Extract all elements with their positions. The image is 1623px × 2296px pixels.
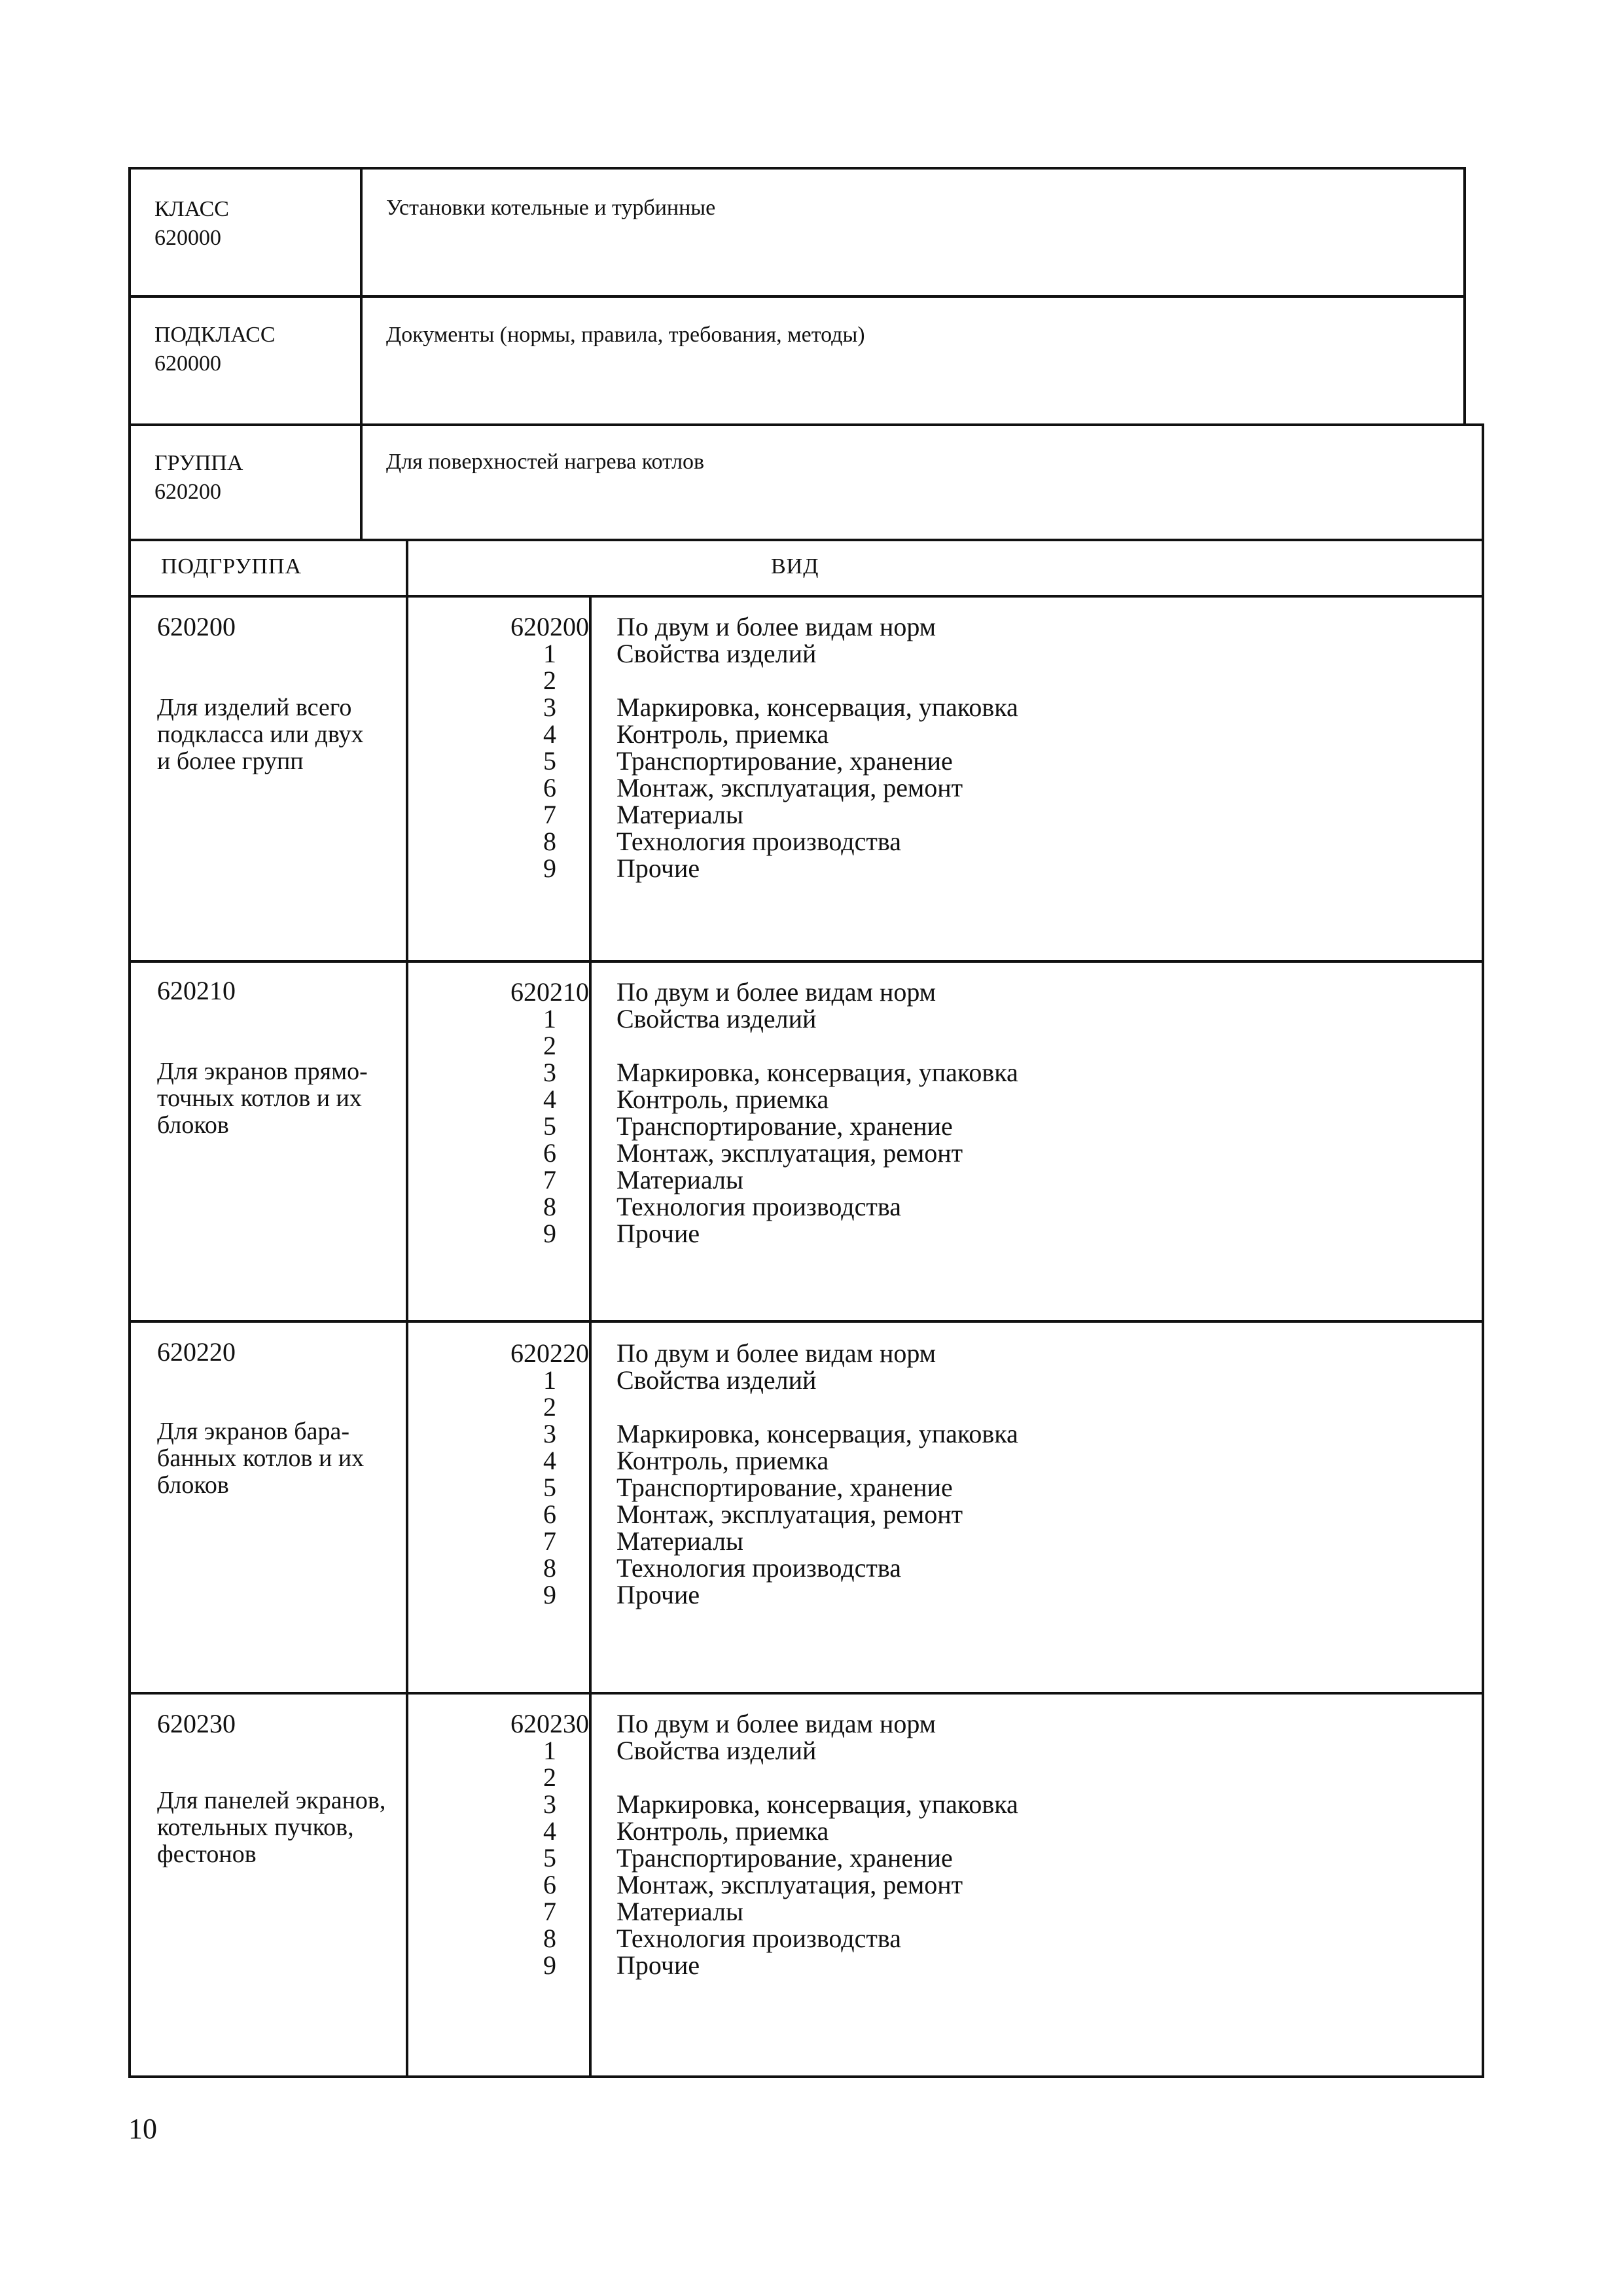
kind-code: 8 <box>543 1192 556 1221</box>
group-title: Для поверхностей нагрева котлов <box>386 450 705 474</box>
subgroup-code: 620200 <box>157 612 236 641</box>
subgroup-code: 620220 <box>157 1337 236 1367</box>
kind-code: 3 <box>543 1058 556 1087</box>
kind-code: 7 <box>543 800 556 829</box>
kind-code: 7 <box>543 1897 556 1926</box>
class-code: 620000 <box>154 226 221 250</box>
kind-name: Технология производства <box>616 1924 901 1953</box>
kind-name: Свойства изделий <box>616 639 817 668</box>
kind-code: 620210 <box>510 977 589 1007</box>
kind-name: Контроль, приемка <box>616 1816 829 1846</box>
class-label: КЛАСС <box>154 197 229 221</box>
kind-code: 9 <box>543 1950 556 1980</box>
kind-code: 4 <box>543 1446 556 1475</box>
kind-code: 620200 <box>510 612 589 641</box>
kind-name: Прочие <box>616 1580 700 1609</box>
kind-name: Технология производства <box>616 1192 901 1221</box>
kind-code: 8 <box>543 827 556 856</box>
kind-code: 6 <box>543 1138 556 1168</box>
kind-name <box>616 667 1467 694</box>
kind-name: Материалы <box>616 1165 743 1194</box>
kind-name: По двум и более видам норм <box>616 1709 936 1738</box>
kind-code: 3 <box>543 1419 556 1448</box>
kind-name: Маркировка, консервация, упаковка <box>616 1058 1018 1087</box>
page-number: 10 <box>128 2113 157 2145</box>
kind-name: Прочие <box>616 1950 700 1980</box>
kind-code: 2 <box>543 1763 556 1792</box>
kind-name: Монтаж, эксплуатация, ремонт <box>616 1870 963 1899</box>
kind-name: Материалы <box>616 800 743 829</box>
subclass-block <box>128 295 1466 426</box>
kind-code: 2 <box>543 1392 556 1422</box>
kind-code: 9 <box>543 853 556 883</box>
kind-code: 8 <box>543 1924 556 1953</box>
kind-code: 7 <box>543 1165 556 1194</box>
kind-name: Маркировка, консервация, упаковка <box>616 692 1018 722</box>
subgroup-code: 620210 <box>157 976 236 1005</box>
kind-code: 1 <box>543 1365 556 1395</box>
kind-name: Прочие <box>616 853 700 883</box>
kind-code: 620230 <box>510 1709 589 1738</box>
class-block <box>128 167 1466 298</box>
kind-name: Контроль, приемка <box>616 719 829 749</box>
kind-name-list <box>616 613 1467 882</box>
kind-code: 620220 <box>510 1338 589 1368</box>
kind-code: 1 <box>543 1004 556 1033</box>
kind-code: 4 <box>543 719 556 749</box>
subgroup-description: Для экранов бара- банных котлов и их блоков <box>157 1418 365 1499</box>
subclass-title: Документы (нормы, правила, требования, методы) <box>386 323 865 347</box>
kind-code: 5 <box>543 1111 556 1141</box>
kind-name: Свойства изделий <box>616 1736 817 1765</box>
kind-code: 5 <box>543 1843 556 1873</box>
kind-code: 6 <box>543 1499 556 1529</box>
kind-name-list <box>616 978 1467 1247</box>
kind-code: 2 <box>543 666 556 695</box>
kind-name: Свойства изделий <box>616 1004 817 1033</box>
kind-name: Контроль, приемка <box>616 1446 829 1475</box>
kind-name: По двум и более видам норм <box>616 1338 936 1368</box>
row-divider <box>131 1692 1482 1695</box>
column-header-kind: ВИД <box>771 554 819 579</box>
kind-code: 1 <box>543 1736 556 1765</box>
kind-code: 2 <box>543 1031 556 1060</box>
row-divider <box>131 960 1482 963</box>
subclass-code: 620000 <box>154 351 221 376</box>
kind-name: Материалы <box>616 1897 743 1926</box>
kind-code: 6 <box>543 1870 556 1899</box>
subclass-label: ПОДКЛАСС <box>154 323 276 347</box>
kind-name-list <box>616 1710 1467 1979</box>
column-header-subgroup: ПОДГРУППА <box>161 554 302 579</box>
group-code: 620200 <box>154 480 221 504</box>
kind-code: 3 <box>543 692 556 722</box>
kind-name: Технология производства <box>616 827 901 856</box>
kind-code: 6 <box>543 773 556 802</box>
table-header-row <box>131 541 1482 598</box>
kind-name: По двум и более видам норм <box>616 612 936 641</box>
kind-name: Маркировка, консервация, упаковка <box>616 1789 1018 1819</box>
kind-name: Прочие <box>616 1219 700 1248</box>
kind-name <box>616 1764 1467 1791</box>
kind-code: 5 <box>543 1473 556 1502</box>
kind-name: Контроль, приемка <box>616 1085 829 1114</box>
subgroup-code: 620230 <box>157 1709 236 1738</box>
group-block <box>128 423 1484 541</box>
subgroup-description: Для панелей экранов, котельных пучков, фестонов <box>157 1787 386 1868</box>
kind-name: Транспортирование, хранение <box>616 746 953 776</box>
kind-name: Монтаж, эксплуатация, ремонт <box>616 1138 963 1168</box>
kind-code: 3 <box>543 1789 556 1819</box>
kind-name: Свойства изделий <box>616 1365 817 1395</box>
kind-name: Транспортирование, хранение <box>616 1473 953 1502</box>
kind-name: По двум и более видам норм <box>616 977 936 1007</box>
kind-name <box>616 1393 1467 1420</box>
classification-table <box>128 539 1484 2078</box>
kind-name: Транспортирование, хранение <box>616 1111 953 1141</box>
kind-code: 4 <box>543 1816 556 1846</box>
kind-name-list <box>616 1340 1467 1608</box>
kind-name: Монтаж, эксплуатация, ремонт <box>616 1499 963 1529</box>
class-title: Установки котельные и турбинные <box>386 196 716 220</box>
kind-code: 9 <box>543 1580 556 1609</box>
kind-code: 7 <box>543 1526 556 1556</box>
kind-code: 8 <box>543 1553 556 1583</box>
kind-name: Монтаж, эксплуатация, ремонт <box>616 773 963 802</box>
row-divider <box>131 1320 1482 1323</box>
kind-code: 5 <box>543 746 556 776</box>
kind-code: 4 <box>543 1085 556 1114</box>
kind-code: 9 <box>543 1219 556 1248</box>
kind-name: Маркировка, консервация, упаковка <box>616 1419 1018 1448</box>
kind-name: Транспортирование, хранение <box>616 1843 953 1873</box>
subgroup-description: Для изделий всего подкласса или двух и более групп <box>157 694 364 775</box>
kind-name: Технология производства <box>616 1553 901 1583</box>
kind-name <box>616 1032 1467 1059</box>
kind-name: Материалы <box>616 1526 743 1556</box>
group-label: ГРУППА <box>154 451 243 475</box>
subgroup-description: Для экранов прямо- точных котлов и их блоков <box>157 1058 368 1139</box>
kind-code: 1 <box>543 639 556 668</box>
